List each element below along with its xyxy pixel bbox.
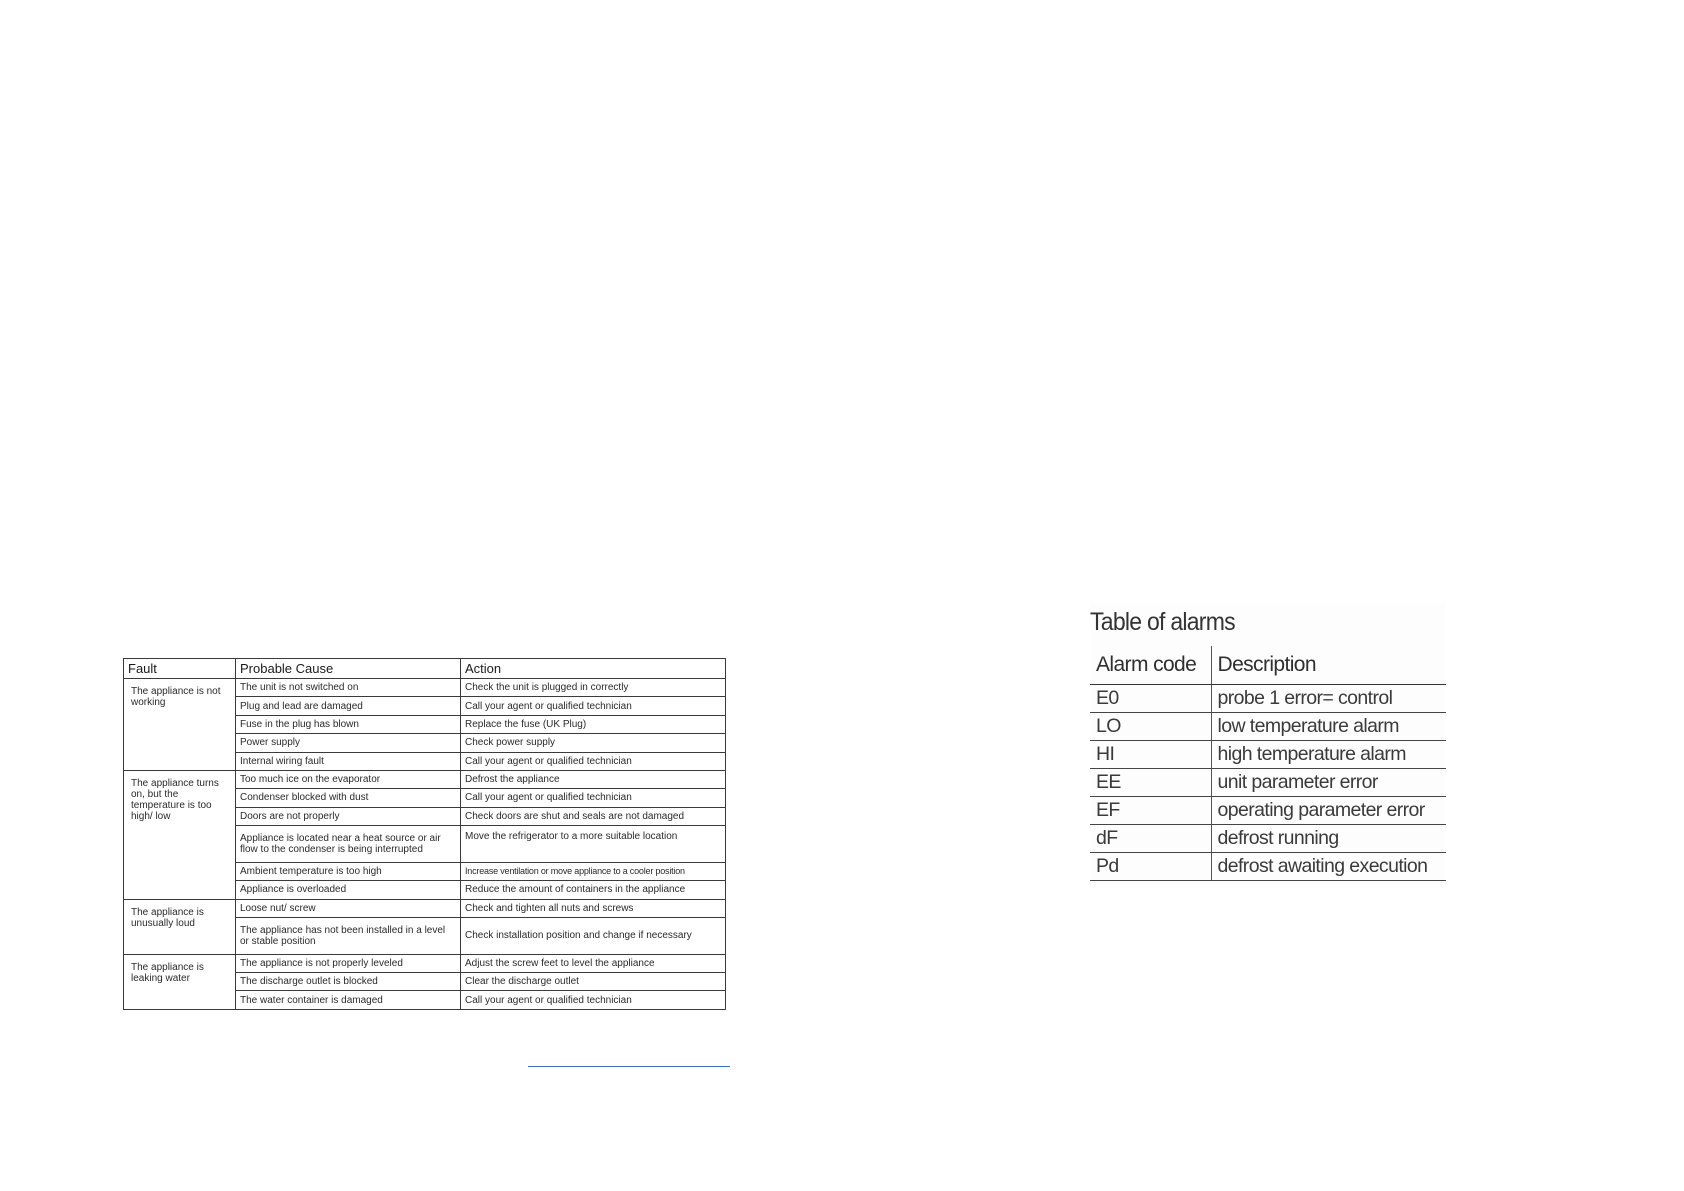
action-cell: Increase ventilation or move appliance to a cooler position xyxy=(461,862,726,880)
link-underline xyxy=(528,1066,730,1067)
cause-cell: Doors are not properly xyxy=(236,807,461,825)
cause-cell: Too much ice on the evaporator xyxy=(236,770,461,788)
cause-cell: Fuse in the plug has blown xyxy=(236,715,461,733)
cause-cell: The appliance has not been installed in a level or stable position xyxy=(236,917,461,954)
alarm-code: HI xyxy=(1090,741,1211,769)
header-description: Description xyxy=(1211,646,1446,685)
action-cell: Call your agent or qualified technician xyxy=(461,789,726,807)
header-probable-cause: Probable Cause xyxy=(236,659,461,679)
alarm-description: defrost awaiting execution xyxy=(1211,853,1446,881)
alarm-row xyxy=(1090,741,1446,769)
fault-cell: The appliance turns on, but the temperature is too high/ low xyxy=(124,770,236,899)
table-row xyxy=(124,679,726,697)
cause-cell: Internal wiring fault xyxy=(236,752,461,770)
alarm-row xyxy=(1090,769,1446,797)
alarm-description: unit parameter error xyxy=(1211,769,1446,797)
cause-cell: Power supply xyxy=(236,734,461,752)
table-row xyxy=(124,770,726,788)
troubleshooting-table xyxy=(123,658,726,1010)
fault-cell: The appliance is leaking water xyxy=(124,954,236,1009)
cause-cell: Appliance is overloaded xyxy=(236,881,461,899)
fault-cell: The appliance is not working xyxy=(124,679,236,771)
action-cell: Check the unit is plugged in correctly xyxy=(461,679,726,697)
alarm-description: defrost running xyxy=(1211,825,1446,853)
cause-cell: Plug and lead are damaged xyxy=(236,697,461,715)
cause-cell: Appliance is located near a heat source or air flow to the condenser is being interrupted xyxy=(236,826,461,863)
alarm-description: probe 1 error= control xyxy=(1211,685,1446,713)
cause-cell: The unit is not switched on xyxy=(236,679,461,697)
alarm-code: Pd xyxy=(1090,853,1211,881)
alarm-row xyxy=(1090,713,1446,741)
action-cell: Check installation position and change if necessary xyxy=(461,917,726,954)
action-cell: Call your agent or qualified technician xyxy=(461,752,726,770)
alarm-code: EE xyxy=(1090,769,1211,797)
action-cell: Reduce the amount of containers in the appliance xyxy=(461,881,726,899)
action-cell: Call your agent or qualified technician xyxy=(461,991,726,1010)
cause-cell: The discharge outlet is blocked xyxy=(236,973,461,991)
alarms-section xyxy=(1090,604,1446,886)
alarm-row xyxy=(1090,825,1446,853)
alarm-row xyxy=(1090,797,1446,825)
action-cell: Check power supply xyxy=(461,734,726,752)
action-cell: Defrost the appliance xyxy=(461,770,726,788)
alarm-description: operating parameter error xyxy=(1211,797,1446,825)
alarm-code: E0 xyxy=(1090,685,1211,713)
action-cell: Check doors are shut and seals are not damaged xyxy=(461,807,726,825)
alarm-code: EF xyxy=(1090,797,1211,825)
alarm-table xyxy=(1090,646,1446,881)
table-row xyxy=(124,954,726,972)
alarm-header-row xyxy=(1090,646,1446,685)
cause-cell: The appliance is not properly leveled xyxy=(236,954,461,972)
header-fault: Fault xyxy=(124,659,236,679)
alarms-title: Table of alarms xyxy=(1090,608,1235,636)
action-cell: Adjust the screw feet to level the appliance xyxy=(461,954,726,972)
alarm-description: low temperature alarm xyxy=(1211,713,1446,741)
alarm-row xyxy=(1090,685,1446,713)
troubleshooting-header-row xyxy=(124,659,726,679)
action-cell: Clear the discharge outlet xyxy=(461,973,726,991)
alarm-description: high temperature alarm xyxy=(1211,741,1446,769)
alarm-code: dF xyxy=(1090,825,1211,853)
table-row xyxy=(124,899,726,917)
cause-cell: Ambient temperature is too high xyxy=(236,862,461,880)
fault-cell: The appliance is unusually loud xyxy=(124,899,236,954)
cause-cell: Condenser blocked with dust xyxy=(236,789,461,807)
alarm-row xyxy=(1090,853,1446,881)
action-cell: Move the refrigerator to a more suitable location xyxy=(461,826,726,863)
alarm-code: LO xyxy=(1090,713,1211,741)
cause-cell: Loose nut/ screw xyxy=(236,899,461,917)
action-cell: Check and tighten all nuts and screws xyxy=(461,899,726,917)
cause-cell: The water container is damaged xyxy=(236,991,461,1010)
header-action: Action xyxy=(461,659,726,679)
action-cell: Call your agent or qualified technician xyxy=(461,697,726,715)
header-alarm-code: Alarm code xyxy=(1090,646,1211,685)
action-cell: Replace the fuse (UK Plug) xyxy=(461,715,726,733)
